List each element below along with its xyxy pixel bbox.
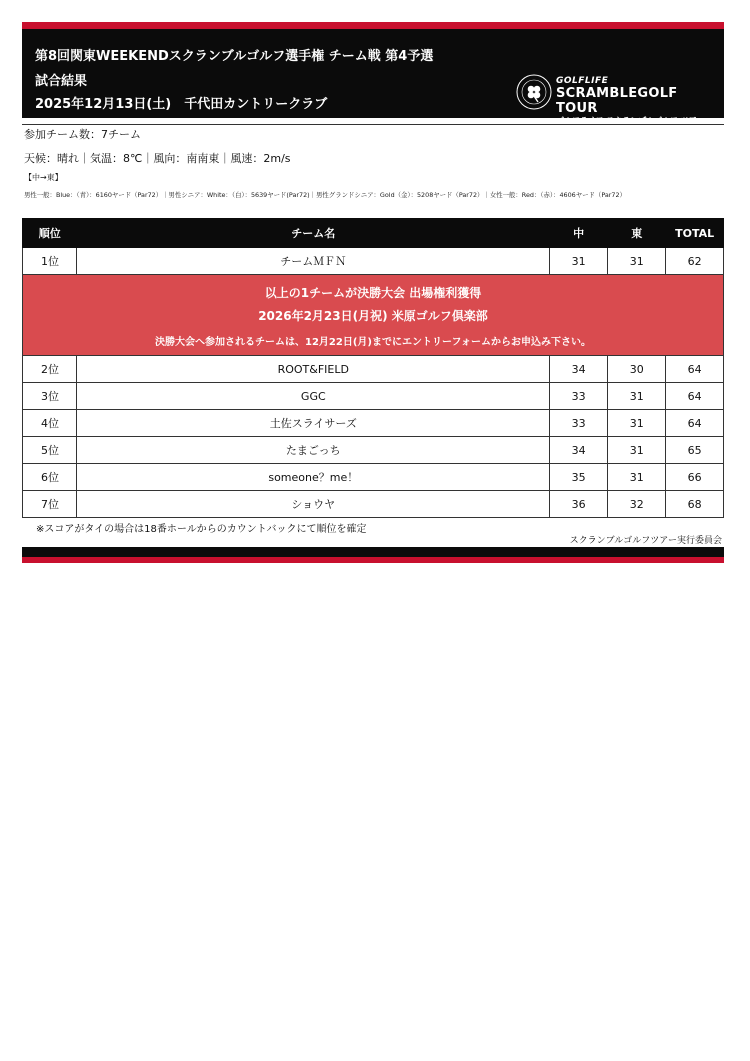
table-row xyxy=(23,248,724,275)
rank-cell: 3位 xyxy=(23,383,77,410)
tie-break-note: ※スコアがタイの場合は18番ホールからのカウントバックにて順位を確定 xyxy=(36,524,367,535)
header-bar xyxy=(22,29,724,125)
logo-line-scramblegolf-tour: SCRAMBLEGOLF TOUR xyxy=(556,86,678,116)
header-score-higashi: 東 xyxy=(608,219,666,248)
team-name-cell: たまごっち xyxy=(77,437,550,464)
score-higashi-cell: 31 xyxy=(608,383,666,410)
clover-icon xyxy=(516,74,552,110)
rank-cell: 6位 xyxy=(23,464,77,491)
score-higashi-cell: 31 xyxy=(608,464,666,491)
rank-cell: 4位 xyxy=(23,410,77,437)
tournament-title: 第8回関東WEEKENDスクランブルゴルフ選手権 チーム戦 第4予選 xyxy=(35,49,434,64)
header-score-naka: 中 xyxy=(550,219,608,248)
rank-cell: 5位 xyxy=(23,437,77,464)
total-cell: 65 xyxy=(666,437,724,464)
score-naka-cell: 34 xyxy=(550,356,608,383)
total-cell: 68 xyxy=(666,491,724,518)
total-cell: 64 xyxy=(666,383,724,410)
header-team-name: チーム名 xyxy=(77,219,550,248)
score-naka-cell: 33 xyxy=(550,410,608,437)
score-naka-cell: 36 xyxy=(550,491,608,518)
team-count: 参加チーム数：7チーム xyxy=(24,128,141,141)
table-row xyxy=(23,410,724,437)
bottom-black-bar xyxy=(22,547,724,557)
banner-final-date: 2026年2月23日(月祝) 米原ゴルフ倶楽部 xyxy=(258,309,488,323)
score-higashi-cell: 32 xyxy=(608,491,666,518)
total-cell: 66 xyxy=(666,464,724,491)
score-naka-cell: 34 xyxy=(550,437,608,464)
qualification-banner xyxy=(23,275,724,356)
score-naka-cell: 35 xyxy=(550,464,608,491)
score-naka-cell: 31 xyxy=(550,248,608,275)
table-row xyxy=(23,491,724,518)
team-name-cell: チームＭＦＮ xyxy=(77,248,550,275)
team-name-cell: ROOT&FIELD xyxy=(77,356,550,383)
results-sheet xyxy=(22,22,724,546)
team-name-cell: 土佐スライサーズ xyxy=(77,410,550,437)
score-naka-cell: 33 xyxy=(550,383,608,410)
scramble-golf-logo xyxy=(516,74,716,125)
bottom-bars xyxy=(22,547,724,563)
rank-cell: 7位 xyxy=(23,491,77,518)
team-name-cell: GGC xyxy=(77,383,550,410)
bottom-red-bar xyxy=(22,557,724,563)
tee-info: 男性一般：Blue：（青）：6160ヤード（Par72）｜男性シニア：White：（白）：5639ヤード(Par72)｜男性グランドシニア：Gold（金）：5208ヤード（Par72）｜女性一般：Red：（赤）：4606ヤード（Par72） xyxy=(24,191,626,199)
banner-qualified: 以上の1チームが決勝大会 出場権利獲得 xyxy=(264,286,482,300)
logo-line-japanese: ゴルフライフ スクランブルゴルフ ツアー xyxy=(556,116,705,125)
score-higashi-cell: 31 xyxy=(608,248,666,275)
table-row xyxy=(23,464,724,491)
score-higashi-cell: 31 xyxy=(608,410,666,437)
results-table xyxy=(22,218,724,518)
header-rank: 順位 xyxy=(23,219,77,248)
total-cell: 64 xyxy=(666,356,724,383)
weather-info: 天候：晴れ｜気温：8℃｜風向：南南東｜風速：2m/s xyxy=(24,152,291,165)
rank-cell: 2位 xyxy=(23,356,77,383)
team-name-cell: someone？me！ xyxy=(77,464,550,491)
divider xyxy=(22,124,724,125)
banner-entry-notice: 決勝大会へ参加されるチームは、12月22日(月)までにエントリーフォームからお申込み下さい。 xyxy=(155,337,591,348)
date-venue: 2025年12月13日(土) 千代田カントリークラブ xyxy=(35,97,328,112)
table-row xyxy=(23,383,724,410)
total-cell: 64 xyxy=(666,410,724,437)
rank-cell: 1位 xyxy=(23,248,77,275)
table-row xyxy=(23,437,724,464)
table-row xyxy=(23,356,724,383)
score-higashi-cell: 30 xyxy=(608,356,666,383)
total-cell: 62 xyxy=(666,248,724,275)
course-order: 【中→東】 xyxy=(24,173,63,182)
table-header-row xyxy=(23,219,724,248)
committee-name: スクランブルゴルフツアー実行委員会 xyxy=(569,536,722,546)
top-red-bar xyxy=(22,22,724,29)
header-total: TOTAL xyxy=(666,219,724,248)
score-higashi-cell: 31 xyxy=(608,437,666,464)
results-label: 試合結果 xyxy=(35,74,88,89)
team-name-cell: ショウヤ xyxy=(77,491,550,518)
logo-line-golflife: GOLFLIFE xyxy=(556,76,609,86)
